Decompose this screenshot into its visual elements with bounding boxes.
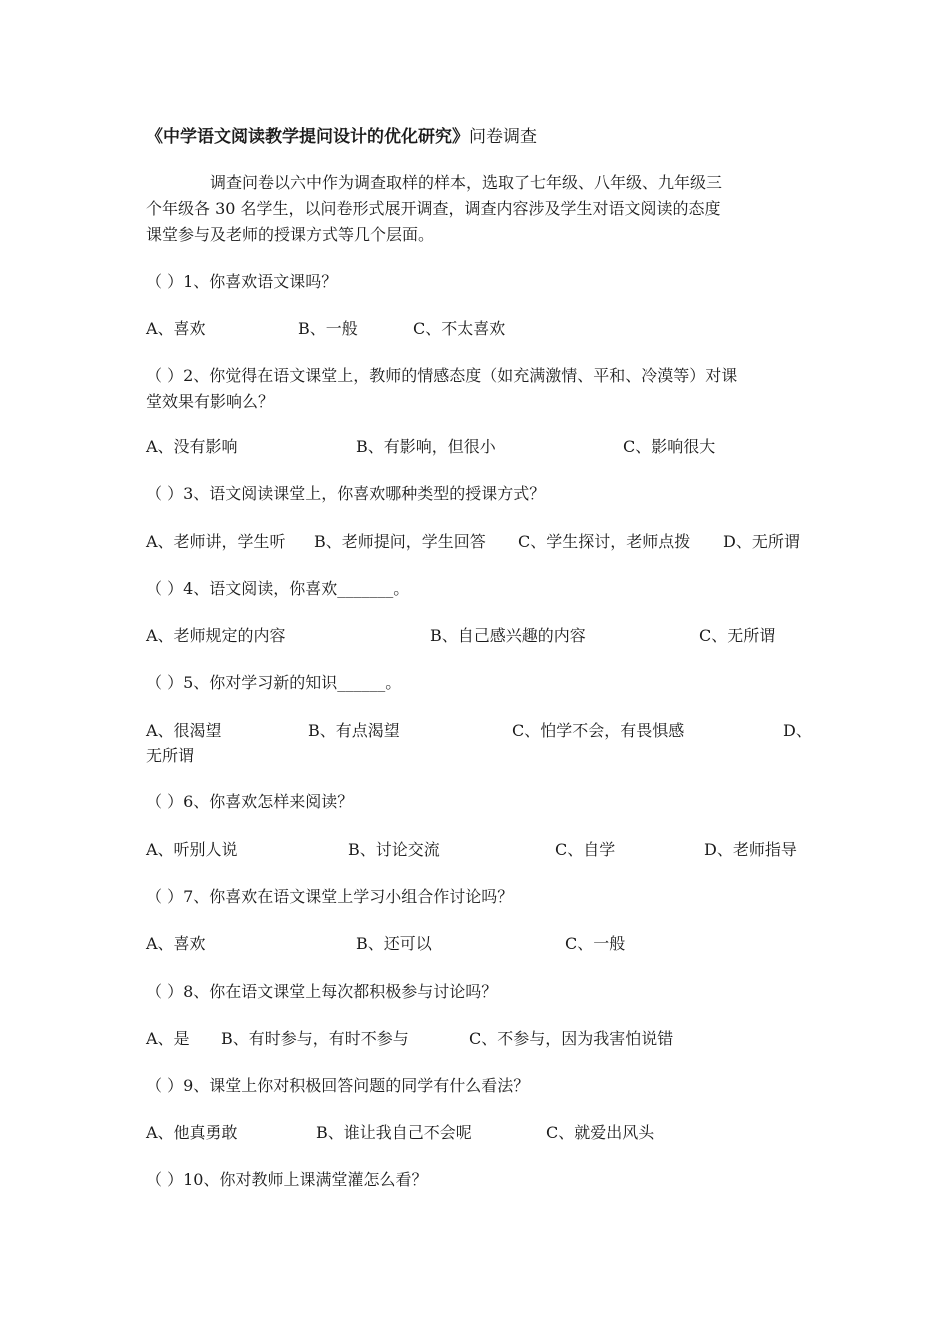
option-a: A、喜欢 [146,934,206,953]
question-text: （ ）10、你对教师上课满堂灌怎么看？ [146,1170,428,1189]
option-b: B、有时参与，有时不参与 [221,1029,409,1048]
option-a: A、是 [146,1029,190,1048]
option-a: A、老师规定的内容 [146,626,286,645]
question-text: （ ）7、你喜欢在语文课堂上学习小组合作讨论吗？ [146,887,514,906]
question-text: （ ）3、语文阅读课堂上，你喜欢哪种类型的授课方式？ [146,484,546,503]
question-7-options [146,931,810,957]
question-8 [146,979,810,1005]
option-a: A、听别人说 [146,840,238,859]
question-text: （ ）1、你喜欢语文课吗？ [146,272,338,291]
option-a: A、很渴望 [146,721,222,740]
question-text: （ ）9、课堂上你对积极回答问题的同学有什么看法？ [146,1076,530,1095]
intro-line: 课堂参与及老师的授课方式等几个层面。 [146,225,435,244]
option-c: C、不参与，因为我害怕说错 [469,1029,674,1048]
question-5-options [146,718,810,770]
question-2 [146,363,810,415]
option-d-continued: 无所谓 [146,746,195,765]
question-text: （ ）6、你喜欢怎样来阅读？ [146,792,354,811]
question-text: （ ）4、语文阅读，你喜欢_______。 [146,579,410,598]
option-b: B、有影响，但很小 [356,437,496,456]
option-c: C、自学 [555,840,616,859]
question-2-options [146,434,810,460]
question-4 [146,576,810,602]
option-c: C、学生探讨，老师点拨 [518,532,691,551]
intro-line: 个年级各 30 名学生，以问卷形式展开调查，调查内容涉及学生对语文阅读的态度 [146,199,721,218]
question-3 [146,481,810,507]
option-d: D、老师指导 [704,840,797,859]
question-4-options [146,623,810,649]
question-7 [146,884,810,910]
question-10 [146,1167,810,1193]
option-b: B、老师提问，学生回答 [314,532,486,551]
option-b: B、自己感兴趣的内容 [430,626,586,645]
question-text: 堂效果有影响么？ [146,392,275,411]
document-title [146,124,537,150]
option-c: C、不太喜欢 [413,319,506,338]
intro-paragraph [146,170,810,248]
option-b: B、还可以 [356,934,432,953]
question-text: （ ）2、你觉得在语文课堂上，教师的情感态度（如充满激情、平和、冷漠等）对课 [146,366,738,385]
option-d: D、无所谓 [723,532,800,551]
title-bold: 《中学语文阅读教学提问设计的优化研究》 [146,127,469,147]
document-page [146,0,810,1344]
option-c: C、一般 [565,934,626,953]
option-b: B、谁让我自己不会呢 [316,1123,472,1142]
question-3-options [146,529,810,555]
question-6 [146,789,810,815]
question-text: （ ）5、你对学习新的知识______。 [146,673,402,692]
question-8-options [146,1026,810,1052]
question-1 [146,269,810,295]
option-c: C、影响很大 [623,437,716,456]
question-9-options [146,1120,810,1146]
title-rest: 问卷调查 [469,127,537,147]
question-5 [146,670,810,696]
option-c: C、无所谓 [699,626,776,645]
option-b: B、讨论交流 [348,840,440,859]
option-b: B、有点渴望 [308,721,400,740]
option-a: A、没有影响 [146,437,238,456]
question-9 [146,1073,810,1099]
question-text: （ ）8、你在语文课堂上每次都积极参与讨论吗？ [146,982,498,1001]
question-1-options [146,316,810,342]
option-a: A、喜欢 [146,319,206,338]
option-c: C、怕学不会，有畏惧感 [512,721,685,740]
question-6-options [146,837,810,863]
intro-line: 调查问卷以六中作为调查取样的样本，选取了七年级、八年级、九年级三 [210,173,723,192]
option-a: A、他真勇敢 [146,1123,238,1142]
option-d: D、 [783,721,812,740]
option-a: A、老师讲，学生听 [146,532,286,551]
option-c: C、就爱出风头 [546,1123,655,1142]
option-b: B、一般 [298,319,358,338]
